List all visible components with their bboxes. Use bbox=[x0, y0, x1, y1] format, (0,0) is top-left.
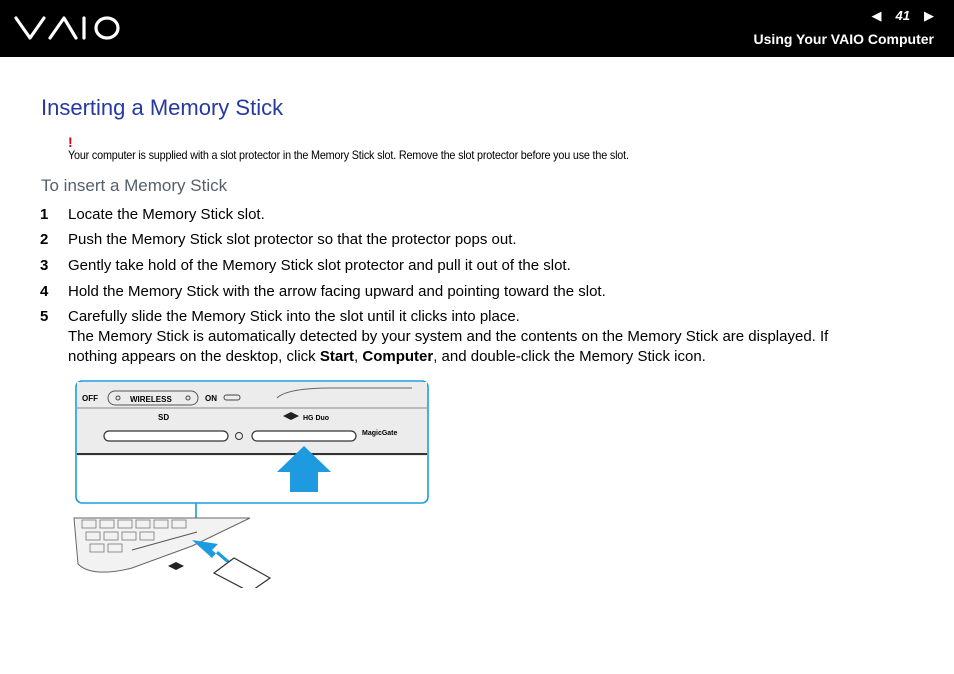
step-5-line-2: The Memory Stick is automatically detected by your system and the contents on the Memory Stick are displayed. If bbox=[68, 328, 829, 345]
note-text: Your computer is supplied with a slot protector in the Memory Stick slot. Remove the slot protector before you use the slot. bbox=[68, 148, 629, 162]
memory-stick-label: HG Duo bbox=[303, 415, 330, 422]
magicgate-label: MagicGate bbox=[362, 430, 398, 437]
step-text: Gently take hold of the Memory Stick slot protector and pull it out of the slot. bbox=[68, 257, 571, 274]
step-text: Locate the Memory Stick slot. bbox=[68, 206, 265, 223]
front-panel bbox=[77, 382, 427, 456]
page-title: Inserting a Memory Stick bbox=[41, 95, 284, 120]
subheading: To insert a Memory Stick bbox=[41, 176, 228, 195]
step-5-line-1: Carefully slide the Memory Stick into the slot until it clicks into place. bbox=[68, 308, 520, 325]
off-label: OFF bbox=[82, 394, 98, 403]
warning-icon: ! bbox=[68, 134, 73, 150]
page-header bbox=[0, 0, 954, 57]
start-label: Start bbox=[319, 348, 355, 365]
memory-stick-logo-small-icon bbox=[168, 562, 184, 570]
computer-label: Computer bbox=[362, 348, 434, 365]
laptop-corner bbox=[74, 518, 250, 572]
sd-label: SD bbox=[158, 413, 170, 422]
step-text: Hold the Memory Stick with the arrow facing upward and pointing toward the slot. bbox=[68, 283, 606, 300]
step-number: 5 bbox=[40, 308, 49, 325]
step-number: 1 bbox=[40, 206, 49, 223]
insert-arrow-icon bbox=[192, 540, 232, 563]
prev-page-arrow-icon[interactable]: ◀ bbox=[871, 8, 882, 23]
memory-stick-slot bbox=[252, 431, 356, 441]
memory-stick-card bbox=[214, 558, 270, 588]
step-number: 2 bbox=[40, 231, 49, 248]
step-number: 4 bbox=[40, 283, 49, 300]
step-5-line-3-suffix: , and double-click the Memory Stick icon. bbox=[433, 348, 706, 365]
page-navigation bbox=[872, 8, 934, 23]
on-label: ON bbox=[205, 394, 217, 403]
memory-stick-illustration bbox=[72, 378, 432, 588]
step-text bbox=[68, 307, 908, 367]
vaio-logo bbox=[14, 14, 122, 42]
step-text: Push the Memory Stick slot protector so that the protector pops out. bbox=[68, 231, 517, 248]
wireless-label: WIRELESS bbox=[130, 395, 172, 404]
section-title: Using Your VAIO Computer bbox=[753, 31, 934, 47]
page-number: 41 bbox=[895, 8, 910, 23]
sd-slot bbox=[104, 431, 228, 441]
next-page-arrow-icon[interactable]: ▶ bbox=[924, 8, 934, 23]
step-5-line-3-prefix: nothing appears on the desktop, click bbox=[68, 348, 320, 365]
separator: , bbox=[354, 348, 363, 365]
step-number: 3 bbox=[40, 257, 49, 274]
